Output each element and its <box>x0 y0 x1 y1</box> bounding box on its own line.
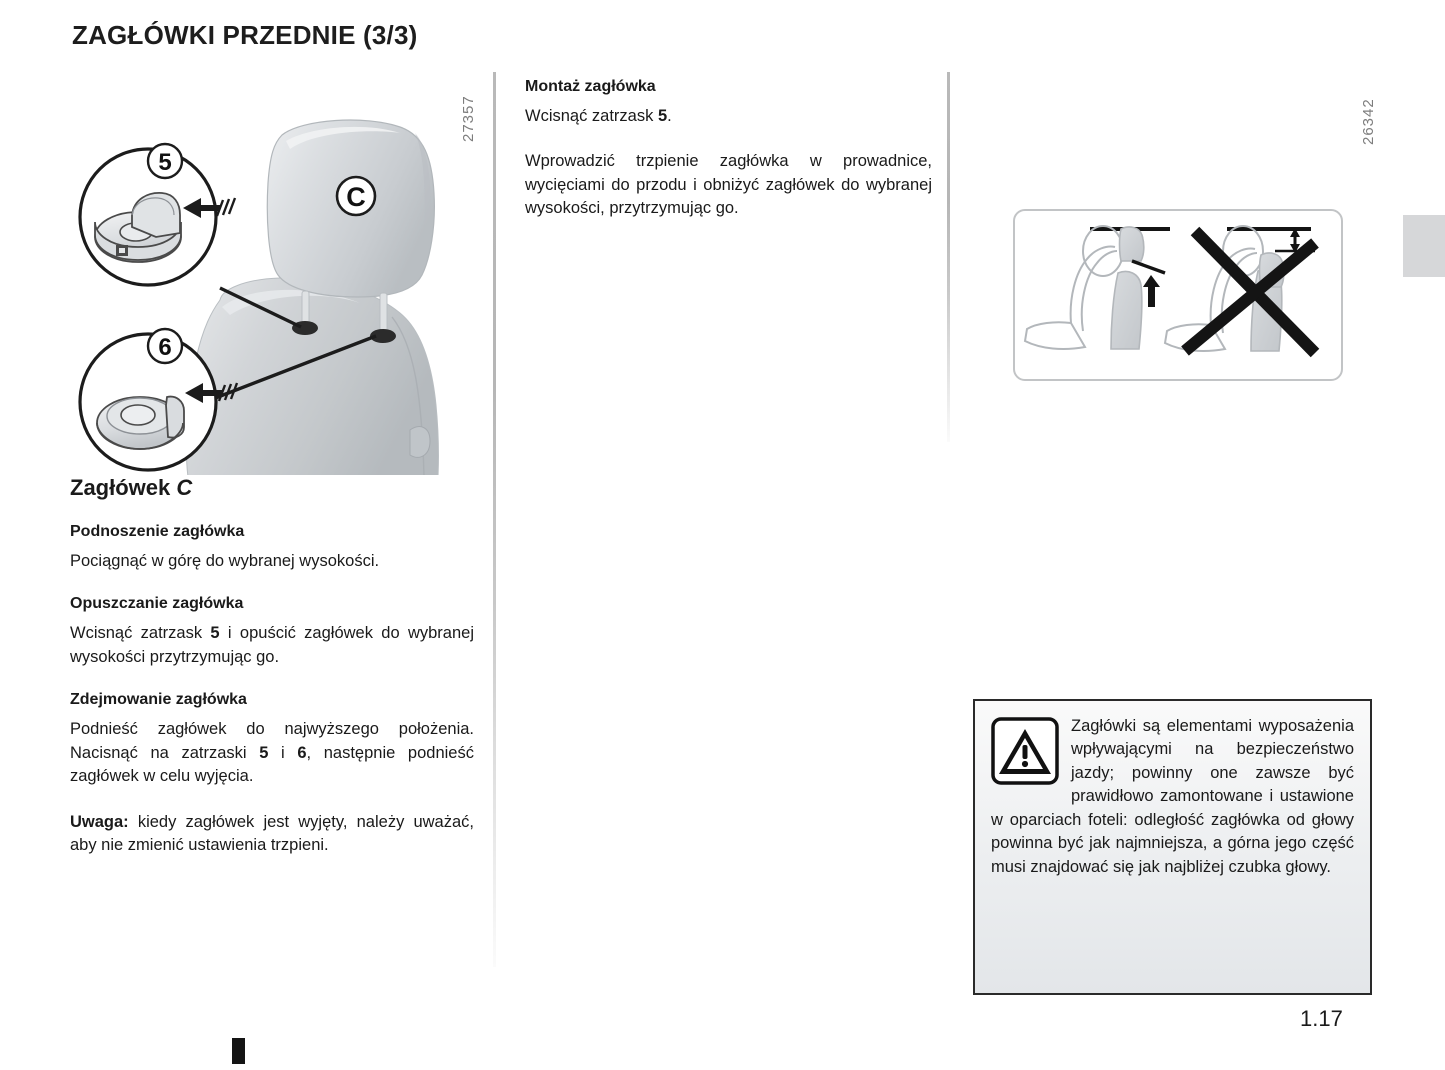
note-text: kiedy zagłówek jest wyjęty, należy uważać, aby nie zmienić ustawienia trzpieni. <box>70 812 474 854</box>
figure-headrest-seat <box>70 75 474 475</box>
left-column <box>70 75 474 857</box>
removing-text-3: , następnie podnieść zagłówek w celu wyjęcia. <box>70 743 474 786</box>
heading-removing: Zdejmowanie zagłówka <box>70 691 247 709</box>
install-text-1: Wcisnąć zatrzask <box>525 107 658 125</box>
safety-warning-box <box>973 699 1372 995</box>
lowering-text-1: Wcisnąć zatrzask <box>70 624 211 643</box>
chapter-edge-tab <box>1403 215 1445 277</box>
bottom-section-marker <box>232 1038 245 1064</box>
paragraph-installation-1 <box>525 105 932 128</box>
diagram-correct-position <box>1025 226 1170 349</box>
lowering-ref-5: 5 <box>210 624 220 643</box>
paragraph-lowering <box>70 622 474 669</box>
heading-lowering: Opuszczanie zagłówka <box>70 595 244 613</box>
install-text-2: . <box>667 107 672 125</box>
note-label: Uwaga: <box>70 812 129 831</box>
section-title-prefix: Zagłówek <box>70 475 177 500</box>
figure-code-right: 26342 <box>1360 98 1377 145</box>
lowering-text-2: i opuścić zagłówek do wybranej wysokości przytrzymując go. <box>70 624 474 666</box>
paragraph-raising: Pociągnąć w górę do wybranej wysokości. <box>70 552 380 570</box>
diagram-incorrect-position <box>1165 226 1315 353</box>
removing-ref-6: 6 <box>297 743 307 762</box>
install-ref-5: 5 <box>657 107 668 125</box>
warning-text: Zagłówki są elementami wyposażenia wpływającymi na bezpieczeństwo jazdy; powinny one zawsze być prawidłowo zamontowane i ustawione w oparciach foteli: odległość zagłówka od głowy powinna być jak najmniejsza, a górna jego część musi znajdować się jak najbliżej czubka głowy. <box>991 717 1354 876</box>
paragraph-installation-2: Wprowadzić trzpienie zagłówka w prowadnice, wycięciami do przodu i obniżyć zagłówek do wybranej wysokości, przytrzymując go. <box>525 152 932 218</box>
headrest-label-c: C <box>346 182 366 212</box>
latch-detail-6 <box>97 397 184 449</box>
page-title: ZAGŁÓWKI PRZEDNIE (3/3) <box>72 20 418 50</box>
up-arrow-icon <box>1143 275 1160 307</box>
figure-seat-position-correct-incorrect <box>1013 209 1343 381</box>
figure-code-left: 27357 <box>460 95 477 142</box>
paragraph-note <box>70 811 474 858</box>
warning-triangle-icon <box>991 717 1059 785</box>
column-divider-left <box>493 72 496 967</box>
paragraph-removing <box>70 718 474 788</box>
heading-installation: Montaż zagłówka <box>525 78 656 95</box>
callout-label-6: 6 <box>158 334 172 361</box>
removing-ref-5: 5 <box>259 743 269 762</box>
removing-text-1: Podnieść zagłówek do najwyższego położenia. Nacisnąć na zatrzaski <box>70 720 474 762</box>
heading-raising: Podnoszenie zagłówka <box>70 523 245 540</box>
column-divider-right <box>947 72 950 442</box>
page-number: 1.17 <box>1300 1006 1343 1031</box>
section-title-italic: C <box>176 475 193 500</box>
callout-label-5: 5 <box>158 149 172 176</box>
middle-column <box>525 78 932 243</box>
removing-text-2: i <box>268 743 298 762</box>
section-title <box>70 475 474 501</box>
